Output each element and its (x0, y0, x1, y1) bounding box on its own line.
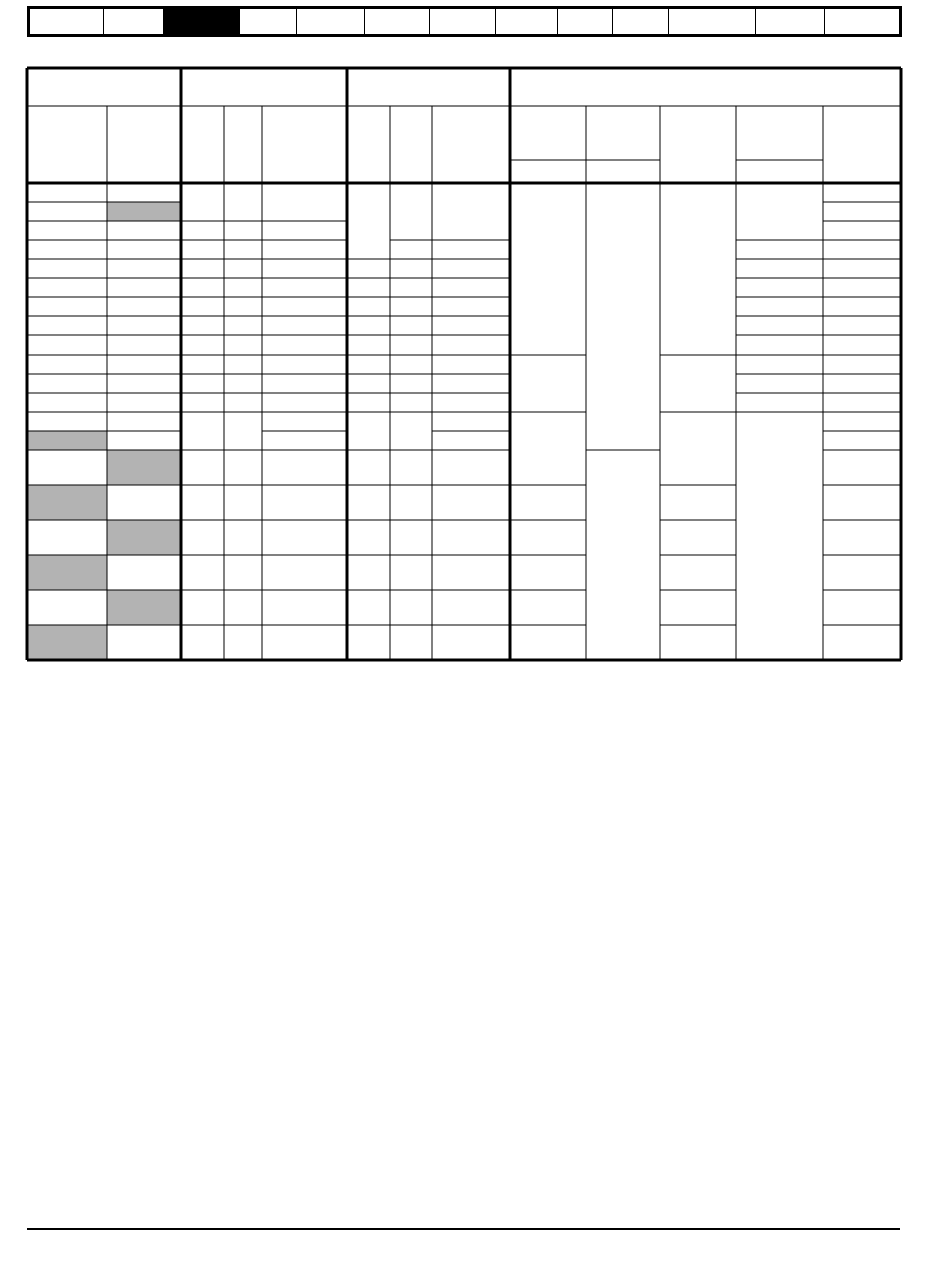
shaded-cell-1 (107, 202, 181, 221)
shaded-cell-2 (27, 431, 107, 450)
shaded-cell-3 (107, 450, 181, 485)
shaded-cell-4 (27, 485, 107, 520)
shaded-cell-7 (107, 590, 181, 625)
shaded-cell-5 (107, 520, 181, 555)
shaded-cell-6 (27, 555, 107, 590)
shaded-cell-8 (27, 625, 107, 660)
footer-rule (27, 1228, 900, 1230)
